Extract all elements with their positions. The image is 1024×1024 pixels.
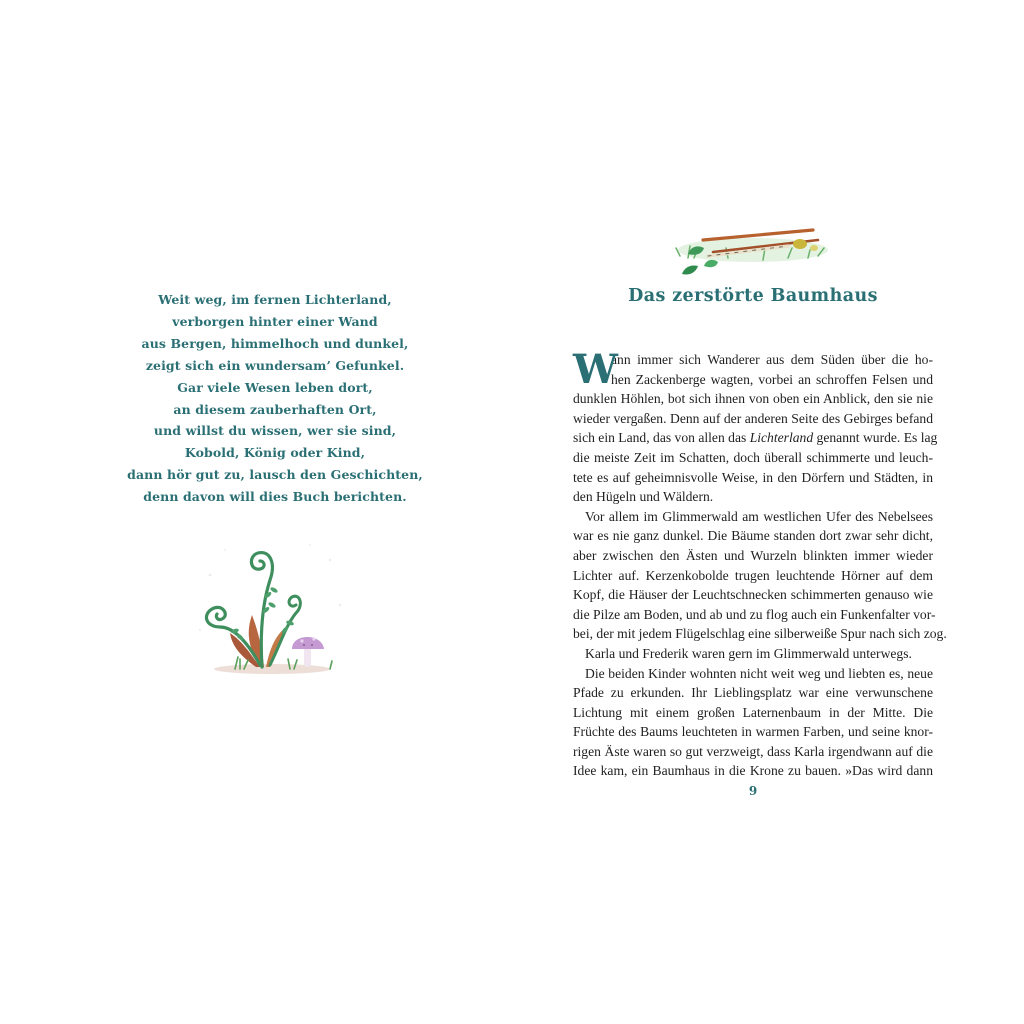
poem-line: und willst du wissen, wer sie sind, xyxy=(153,423,397,439)
text-line: bei, der mit jedem Flügelschlag eine silberweiße Spur nach sich zog. xyxy=(573,626,947,642)
poem-line: denn davon will dies Buch berichten. xyxy=(143,489,407,505)
poem-line: Kobold, König oder Kind, xyxy=(184,445,366,461)
text-line: die meiste Zeit im Schatten, doch überall schimmerte und leuch- xyxy=(573,449,933,465)
poem-line: Weit weg, im fernen Lichterland, xyxy=(158,292,392,307)
chapter-title: Das zerstörte Baumhaus xyxy=(628,286,878,306)
text-segment: sich ein Land, das von allen das xyxy=(573,430,747,446)
text-line: Kopf, die Häuser der Leuchtschnecken schimmerten genauso wie xyxy=(573,587,933,603)
text-line: Karla und Frederik waren gern im Glimmerwald unterwegs. xyxy=(585,645,912,661)
text-line: rigen Äste waren so gut verzweigt, dass Karla irgendwann auf die xyxy=(573,743,933,759)
twig-on-grass-illustration xyxy=(668,218,833,283)
drop-cap: W xyxy=(573,346,618,393)
text-line: Vor allem im Glimmerwald am westlichen Ufer des Nebelsees xyxy=(585,508,933,524)
text-line: ann immer sich Wanderer aus dem Süden über die ho- xyxy=(611,352,933,367)
text-line: hen Zackenberge wagten, vorbei an schroffen Felsen und xyxy=(611,371,933,387)
text-line: war es nie ganz dunkel. Die Bäume standen dort zwar sehr dicht, xyxy=(573,528,933,544)
text-line: Früchte des Baums leuchteten in warmen Farben, und seine knor- xyxy=(573,724,933,740)
chapter-body-text xyxy=(573,346,947,781)
text-line: Lichter auf. Kerzenkobolde trugen leuchtende Hörner auf dem xyxy=(573,567,933,583)
text-line: Die beiden Kinder wohnten nicht weit weg und liebten es, neue xyxy=(585,665,933,681)
poem-line: verborgen hinter einer Wand xyxy=(172,313,378,329)
poem-line: dann hör gut zu, lausch den Geschichten, xyxy=(127,467,423,483)
text-line: aber zwischen den Ästen und Wurzeln blinkten immer wieder xyxy=(573,547,933,563)
text-line: den Hügeln und Wäldern. xyxy=(573,489,714,505)
poem-line: an diesem zauberhaften Ort, xyxy=(173,401,377,417)
text-line: dunklen Höhlen, bot sich ihnen von oben ein Anblick, den sie nie xyxy=(573,391,933,407)
text-line: Pfade zu erkunden. Ihr Lieblingsplatz war eine verwunschene xyxy=(573,685,933,701)
emphasized-text: Lichterland xyxy=(749,430,814,446)
intro-poem xyxy=(120,289,430,508)
text-line: Lichtung mit einem großen Laternenbaum in der Mitte. Die xyxy=(573,704,933,720)
poem-line: Gar viele Wesen leben dort, xyxy=(177,379,373,395)
text-line xyxy=(573,428,938,448)
text-line: tete es auf geheimnisvolle Weise, in den Dörfern und Städten, in xyxy=(573,469,933,485)
text-line: die Pilze am Boden, und ab und zu flog auch ein Funkenfalter vor- xyxy=(573,606,936,622)
text-segment: genannt wurde. Es lag xyxy=(816,430,938,446)
page-number: 9 xyxy=(748,784,758,798)
text-line: wieder vergaßen. Denn auf der anderen Seite des Gebirges befand xyxy=(573,410,933,426)
poem-line: aus Bergen, himmelhoch und dunkel, xyxy=(141,335,409,351)
poem-line: zeigt sich ein wundersam’ Gefunkel. xyxy=(145,357,405,373)
text-line: Idee kam, ein Baumhaus in die Krone zu bauen. »Das wird dann xyxy=(573,763,933,779)
fern-and-mushroom-illustration xyxy=(190,535,350,680)
